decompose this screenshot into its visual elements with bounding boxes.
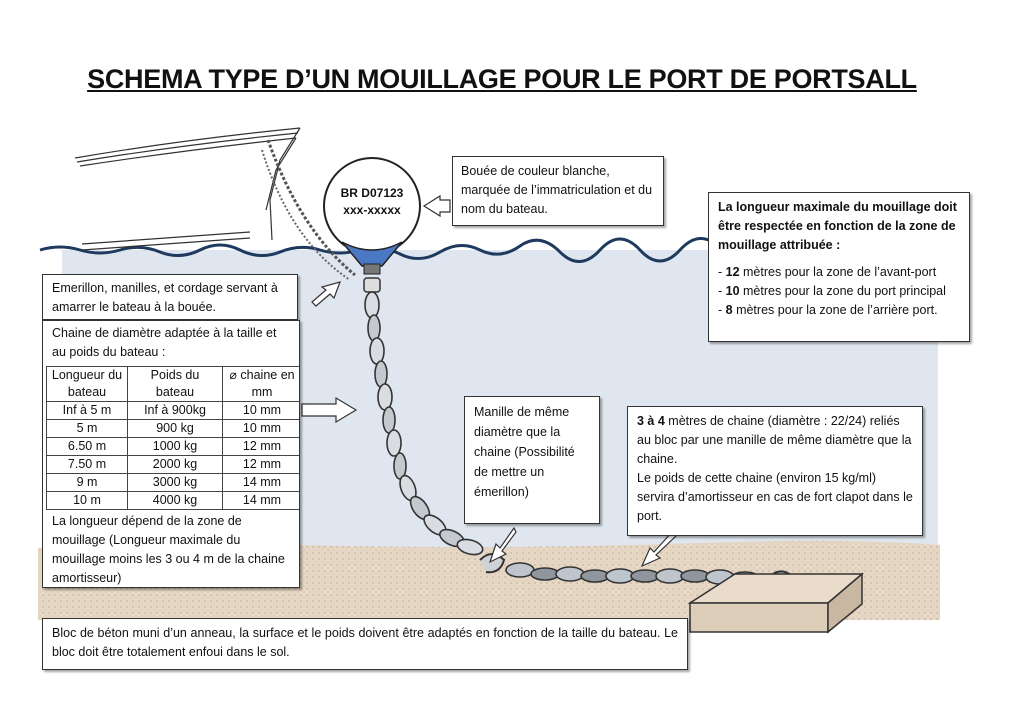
buoy-note-text: Bouée de couleur blanche, marquée de l’immatriculation et du nom du bateau. xyxy=(461,164,653,216)
chain-note xyxy=(42,320,300,588)
boat-hull xyxy=(75,128,300,250)
zone-list xyxy=(718,263,960,320)
damper-note-line1: 3 à 4 mètres de chaine (diamètre : 22/24) reliés au bloc par une manille de même diamètre que la chaine. xyxy=(637,414,912,466)
header-boat-weight: Poids du bateau xyxy=(128,367,223,402)
buoy-registration: BR D07123 xyxy=(340,186,404,200)
zone-item: - 12 mètres pour la zone de l’avant-port xyxy=(718,263,960,282)
table-row: 5 m 900 kg 10 mm xyxy=(47,420,301,438)
table-row: 9 m 3000 kg 14 mm xyxy=(47,474,301,492)
chain-spec-table xyxy=(46,366,300,510)
table-row: Inf à 5 m Inf à 900kg 10 mm xyxy=(47,402,301,420)
length-note xyxy=(708,192,970,342)
shackle-note xyxy=(464,396,600,524)
block-note xyxy=(42,618,688,670)
swivel xyxy=(364,278,380,292)
page-title: SCHEMA TYPE D’UN MOUILLAGE POUR LE PORT DE PORTSALL xyxy=(87,64,917,94)
buoy-label xyxy=(330,186,414,217)
shackle-note-text: Manille de même diamètre que la chaine (Possibilité de mettre un émerillon) xyxy=(474,405,575,499)
damper-chain-note xyxy=(627,406,923,536)
buoy-note xyxy=(452,156,664,226)
table-row: 7.50 m 2000 kg 12 mm xyxy=(47,456,301,474)
swivel-note xyxy=(42,274,298,320)
header-chain-diameter: ⌀ chaine en mm xyxy=(223,367,301,402)
chain-note-footer: La longueur dépend de la zone de mouillage (Longueur maximale du mouillage moins les 3 ou 4 m de la chaine amortisseur) xyxy=(52,514,285,585)
header-boat-length: Longueur du bateau xyxy=(47,367,128,402)
zone-item: - 10 mètres pour la zone du port principal xyxy=(718,282,960,301)
table-row: 6.50 m 1000 kg 12 mm xyxy=(47,438,301,456)
table-row: 10 m 4000 kg 14 mm xyxy=(47,492,301,510)
buoy-boat-name: xxx-xxxxx xyxy=(343,203,401,217)
length-note-intro: La longueur maximale du mouillage doit être respectée en fonction de la zone de mouillage attribuée : xyxy=(718,200,957,252)
block-note-text: Bloc de béton muni d’un anneau, la surface et le poids doivent être adaptés en fonction de la taille du bateau. Le bloc doit être totalement enfoui dans le sol. xyxy=(52,626,678,659)
swivel-note-text: Emerillon, manilles, et cordage servant à amarrer le bateau à la bouée. xyxy=(52,281,278,314)
damper-note-line2: Le poids de cette chaine (environ 15 kg/ml) servira d’amortisseur en cas de fort clapot dans le port. xyxy=(637,471,913,523)
zone-item: - 8 mètres pour la zone de l’arrière port. xyxy=(718,301,960,320)
table-header-row xyxy=(47,367,301,402)
chain-note-intro: Chaine de diamètre adaptée à la taille et au poids du bateau : xyxy=(52,326,277,359)
